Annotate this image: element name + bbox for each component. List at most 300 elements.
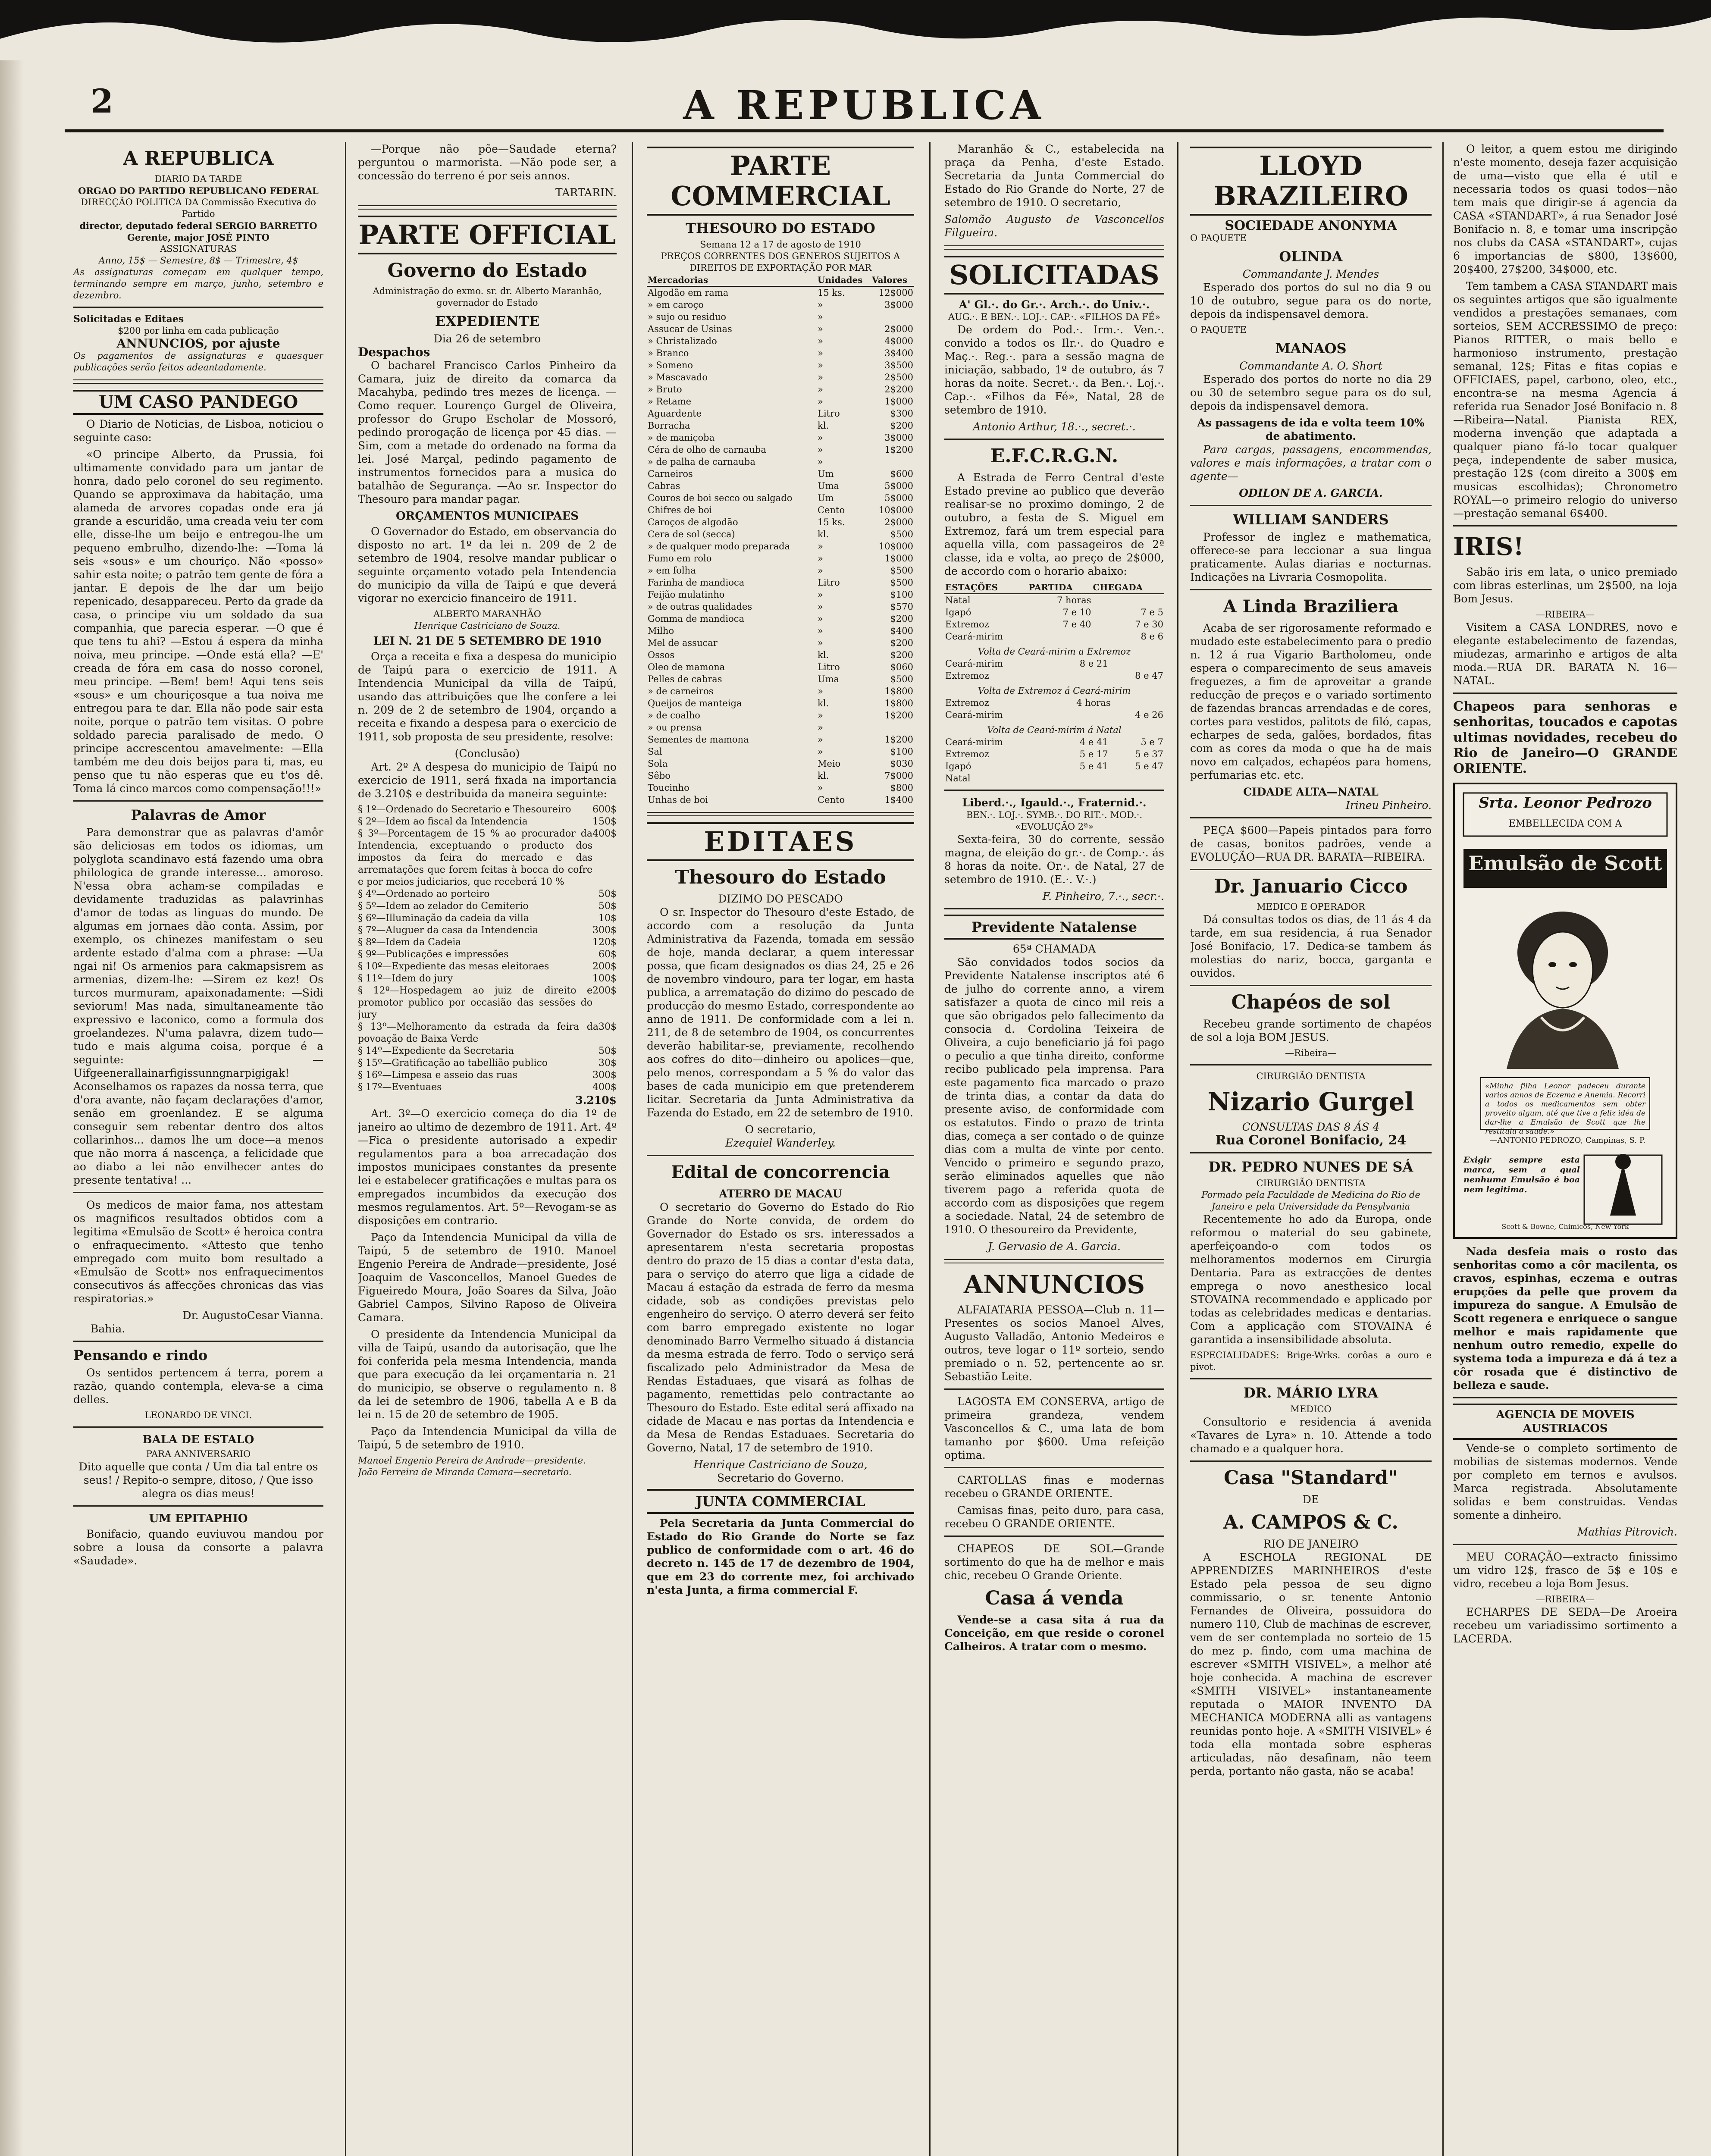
despesa-label: § 1º—Ordenado do Secretario e Thesoureiro (358, 804, 571, 815)
precos-cell: » (818, 541, 823, 552)
precos-cell: 15 ks. (818, 517, 845, 527)
cidade-sign: Irineu Pinheiro. (1345, 799, 1432, 812)
precos-row (647, 673, 914, 685)
train-cell: 8 e 21 (1079, 658, 1108, 669)
precos-cell: » Retame (648, 396, 692, 407)
despesa-label: § 8º—Idem da Cadeia (358, 937, 461, 948)
previdente-sign: J. Gervasio de A. Garcia. (988, 1240, 1121, 1253)
precos-cell: 5$000 (884, 493, 913, 503)
precos-cell: $200 (890, 638, 913, 648)
precos-cell: Um (818, 493, 834, 503)
train-cell (1053, 670, 1109, 682)
precos-row (647, 697, 914, 709)
despesa-value: 400$ (592, 1082, 617, 1093)
precos-cell: $800 (890, 783, 913, 793)
precos-cell: » ou prensa (648, 722, 702, 733)
despesa-item (358, 816, 617, 828)
precos-cell: Unhas de boi (648, 795, 708, 805)
despesa-value: 120$ (592, 937, 617, 948)
precos-cell: 5$000 (884, 481, 913, 491)
pensando-body: Os sentidos pertencem á terra, porem a razão, quando contempla, eleva-se a cima delles. (73, 1366, 323, 1406)
precos-cell: Farinha de mandioca (648, 577, 745, 588)
column-5 (1190, 142, 1432, 2156)
precos-cell: Carneiros (648, 469, 693, 479)
medicos-city: Bahia. (91, 1322, 125, 1335)
thesouro-heading: THESOURO DO ESTADO (686, 220, 875, 236)
train-cell (1048, 709, 1111, 721)
precos-row (647, 468, 914, 480)
precos-cell: Sola (648, 758, 668, 769)
precos-cell: » (818, 602, 823, 612)
column-rule (1177, 142, 1178, 2156)
despesa-item (358, 985, 617, 1021)
medicos-body: Os medicos de maior fama, nos attestam os magnificos resultados obtidos com a legitima «Emulsão de Scott» é heroica contra o enfraquecimento. «Attesto que tenho empregado com muito bom resultado a «Emulsão de Scott» nos enfraquecimentos consecutivos ás affecções chronicas das vias respiratorias.» (73, 1199, 323, 1305)
rio-label: RIO DE JANEIRO (1263, 1538, 1359, 1550)
precos-cell: » Christalizado (648, 336, 717, 346)
precos-cell: » (818, 626, 823, 636)
gurgel-sub: CONSULTAS DAS 8 ÁS 4 (1242, 1121, 1380, 1133)
volta2-heading: Volta de Extremoz á Ceará-mirim (978, 686, 1131, 696)
dizimo-body: O sr. Inspector do Thesouro d'este Estado, de accordo com a resolução da Junta Administrativa da Fazenda, tomada em sessão de hoje, manda declarar, a quem interessar possa, que ficam designados os dias 24, 25 e 26 de novembro vindouro, para ter logar, em hasta publica, a arrematação do dizimo do pescado de producção do mesmo Estado, correspondente ao anno de 1911. De conformidade com a lei n. 211, de 8 de setembro de 1904, os concurrentes deverão habilitar-se, previamente, recolhendo aos cofres do dito—dinheiro ou apolices—que, pelo menos, correspondam a 5 % do valor das bases de cada municipio em que pretenderem licitar. Secretaria da Junta Administrativa da Fazenda do Estado, em 22 de setembro de 1910. (647, 906, 914, 1119)
train-cell: Ceará-mirim (945, 737, 1003, 747)
moveis-body: Vende-se o completo sortimento de mobilias de sistemas modernos. Vende por completo em ternos e avulsos. Marca registrada. Absolutamente solidas e bem construidas. Vendas somente a dinheiro. (1453, 1442, 1677, 1521)
precos-row (647, 613, 914, 625)
orcamentos-sign2: Henrique Castriciano de Souza. (414, 620, 561, 631)
aterro-sign1: Henrique Castriciano de Souza, (693, 1458, 868, 1471)
train-table (944, 581, 1164, 642)
despesa-label: § 4º—Ordenado ao porteiro (358, 889, 490, 899)
precos-cell: kl. (818, 420, 829, 431)
escola-body: A ESCHOLA REGIONAL DE APPRENDIZES MARINHEIROS d'este Estado pela pessoa de seu digno commissario, o sr. tenente Antonio Fernandes de Oliveira, possuidora do numero 110, Club de machinas de escrever, vem de ser contemplada no sorteio de 15 do mez p. findo, com uma machina de escrever «SMITH VISIVEL», a melhor até hoje conhecida. A machina de escrever «SMITH VISIVEL» instantaneamente reputada o MAIOR INVENTO DA MECHANICA MODERNA alli as vantagens reunidas ponto hoje. A «SMITH VISIVEL» é toda ella montada sobre espheras articuladas, não desafinam, não teem perda, portanto não gasta, não se acaba! (1190, 1551, 1432, 1777)
train-cell: Ceará-mirim (945, 710, 1003, 720)
moveis-sign: Mathias Pitrovich. (1577, 1526, 1677, 1538)
orcamentos-sign1: ALBERTO MARANHÃO (433, 609, 541, 619)
orcamentos-heading: ORÇAMENTOS MUNICIPAES (396, 510, 579, 523)
precos-cell: Cabras (648, 481, 680, 491)
lyra-heading: DR. MÁRIO LYRA (1243, 1385, 1379, 1401)
precos-cell: 1$000 (884, 396, 913, 407)
cidade-alta: CIDADE ALTA—NATAL (1243, 786, 1379, 798)
precos-row (647, 383, 914, 395)
alfaiataria-ad: ALFAIATARIA PESSOA—Club n. 11—Presentes os socios Manoel Alves, Augusto Valladão, Antonio Medeiros e outros, teve logar o 11º sorteio, sendo premiado o n. 52, pertencente ao sr. Sebastião Leite. (944, 1304, 1164, 1383)
despesa-value: 50$ (599, 889, 617, 899)
train-cell: Igapó (945, 607, 971, 617)
column-rule (929, 142, 931, 2156)
chapeus-ad: Chapeos para senhoras e senhoritas, toucados e capotas ultimas novidades, recebeu do Rio de Janeiro—O GRANDE ORIENTE. (1453, 699, 1677, 776)
column-3 (647, 142, 914, 2156)
despachos-heading: Despachos (358, 345, 430, 359)
subscriptions-prices: Anno, 15$ — Semestre, 8$ — Trimestre, 4$ (98, 255, 298, 266)
precos-cell: » sujo ou residuo (648, 312, 727, 322)
scott-line: EMBELLECIDA COM A (1508, 818, 1622, 829)
despesa-label: § 10º—Expediente das mesas eleitoraes (358, 961, 549, 972)
caso-intro: O Diario de Noticias, de Lisboa, noticiou o seguinte caso: (73, 418, 323, 444)
train-cell: 4 e 41 (1079, 737, 1108, 747)
precos-cell: » (818, 589, 823, 600)
precos-row (647, 528, 914, 540)
iris-body: Sabão iris em lata, o unico premiado com libras esterlinas, um 2$500, na loja Bom Jesus. (1453, 566, 1677, 605)
precos-cell: 12$000 (878, 288, 913, 298)
emulsao-scott-ad (1453, 783, 1677, 1239)
column-4 (944, 142, 1164, 2156)
precos-cell: » (818, 553, 823, 564)
precos-cell: $100 (890, 746, 913, 757)
precos-row (647, 504, 914, 516)
paco-3-sign: Manoel Engenio Pereira de Andrade—presidente. (358, 1455, 586, 1466)
precos-cell: Caroços de algodão (648, 517, 738, 527)
precos-row (647, 286, 914, 299)
train-row (944, 697, 1164, 709)
train-cell: Extremoz (945, 671, 989, 681)
linda-body: Acaba de ser rigorosamente reformado e mudado este estabelecimento para o predio n. 12 á rua Vigario Bartholomeu, onde espera o comparecimento de seus amaveis freguezes, a fim de aproveitar a grande reducção de preços e o variado sortimento de fazendas brancas arrendadas e de cores, cortes para vestidos, palitots de filó, capas, echarpes de seda, galões, bordados, fitas com as cores da moda o que ha de mais novo em calçados, echapéos para homens, perfumarias etc. etc. (1190, 622, 1432, 781)
despesa-item (358, 937, 617, 949)
precos-cell: » (818, 722, 823, 733)
precos-cell: 3$500 (884, 360, 913, 370)
precos-cell: 2$000 (884, 324, 913, 334)
aterro-body: O secretario do Governo do Estado do Rio Grande do Norte convida, de ordem do Governador do Estado os srs. interessados a apresentarem n'esta secretaria propostas dentro do prazo de 15 dias a contar d'esta data, para o serviço do aterro que liga a cidade de Macau á estação da estrada de ferro da mesma cidade, sob as condições previstas pelo engenheiro do serviço. O aterro deverá ser feito com barro empregado existente no logar denominado Barro Vermelho situado á distancia da mesma estrada de ferro. Todo o serviço será fiscalizado pelo Administrador da Mesa de Rendas Estaduaes, que visará as folhas de pagamento, remettidas pelo contractante ao Thesouro do Estado. Este edital será affixado na cidade de Macau e nas portas da Intendencia e da Mesa de Rendas Estaduaes. Secretaria do Governo, Natal, 17 de setembro de 1910. (647, 1201, 914, 1454)
precos-cell: 1$800 (884, 686, 913, 696)
train-cell (1109, 772, 1164, 784)
lyra-body: Consultorio e residencia á avenida «Tavares de Lyra» n. 10. Attende a todo chamado e a qualquer hora. (1190, 1416, 1432, 1455)
train-cell (1109, 658, 1164, 670)
amor-heading: Palavras de Amor (131, 807, 266, 823)
despesa-label: § 15º—Gratificação ao tabellião publico (358, 1058, 548, 1069)
efcrgn-heading: E.F.C.R.G.N. (990, 445, 1119, 467)
despesa-item (358, 973, 617, 985)
precos-row (647, 577, 914, 589)
casa-londres-ad: Visitem a CASA LONDRES, novo e elegante estabelecimento de fazendas, miudezas, armarinho e artigos de alta moda.—RUA DR. BARATA N. 16—NATAL. (1453, 621, 1677, 687)
train-cell: 7 horas (1056, 595, 1091, 605)
precos-row (647, 685, 914, 697)
precos-row (647, 552, 914, 564)
precos-cell: 1$000 (884, 553, 913, 564)
annuncios-note: Os pagamentos de assignaturas e quaesquer publicações serão feitos adeantadamente. (73, 351, 323, 373)
precos-cell: Couros de boi secco ou salgado (648, 493, 793, 503)
column-2 (358, 142, 617, 2156)
precos-row (647, 625, 914, 637)
despesa-item (358, 1045, 617, 1057)
maranhao-text: Maranhão & C., estabelecida na praça da Penha, d'este Estado. Secretaria da Junta Commercial do Estado do Rio Grande do Norte, 27 de setembro de 1910. O secretario, (944, 143, 1164, 209)
precos-cell: $060 (890, 662, 913, 672)
paquete2-name: MANAOS (1275, 340, 1347, 357)
nunes-especialidades: ESPECIALIDADES: Brige-Wrks. corôas a ouro e pivot. (1190, 1350, 1432, 1372)
precos-row (647, 601, 914, 613)
precos-cell: Assucar de Usinas (648, 324, 732, 334)
precos-cell: » (818, 445, 823, 455)
scott-maker: Scott & Bowne, Chimicos, New York (1501, 1222, 1629, 1231)
scott-exigir: Exigir sempre esta marca, sem a qual nenhuma Emulsão é boa nem legitima. (1463, 1155, 1580, 1194)
despesa-value: 50$ (599, 1046, 617, 1056)
train-cell (1028, 630, 1092, 642)
despesa-value: 150$ (592, 816, 617, 827)
moveis-heading: AGENCIA DE MOVEIS AUSTRIACOS (1453, 1404, 1677, 1440)
chapeos-sol-ad: CHAPEOS DE SOL—Grande sortimento do que ha de melhor e mais chic, recebeu O Grande Oriente. (944, 1542, 1164, 1582)
train-cell: Extremoz (945, 619, 989, 630)
sanders-heading: WILLIAM SANDERS (1233, 511, 1389, 528)
precos-cell: » (818, 384, 823, 395)
despesa-value: 10$ (599, 913, 617, 924)
train-cell: Ceará-mirim (945, 631, 1003, 642)
dizimo-subheading: DIZIMO DO PESCADO (718, 893, 843, 905)
precos-col-header: Valores (871, 274, 914, 286)
precos-cell: 3$000 (884, 300, 913, 310)
page-number: 2 (91, 82, 113, 120)
precos-cell: » (818, 312, 823, 322)
precos-col-header: Mercadorias (647, 274, 817, 286)
precos-row (647, 649, 914, 661)
paquete1-name: OLINDA (1279, 248, 1343, 265)
precos-cell: Cento (818, 795, 845, 805)
previdente-heading: Previdente Natalense (944, 915, 1164, 940)
dizimo-sign2: Ezequiel Wanderley. (725, 1137, 836, 1149)
despesa-item (358, 912, 617, 924)
precos-cell: » (818, 372, 823, 382)
parte-official-heading: PARTE OFFICIAL (358, 216, 617, 254)
precos-cell: 7$000 (884, 771, 913, 781)
precos-cell: 10$000 (878, 541, 913, 552)
precos-cell: » (818, 565, 823, 576)
paco-2: O presidente da Intendencia Municipal da villa de Taipú, usando da autorisação, que lhe foi conferida pela mesma Intendencia, manda que para execução da lei orçamentaria n. 21 do municipio, se observe o regulamento n. 8 da lei de setembro de 1906, tabella A e B da lei n. 15 de 20 de setembro de 1905. (358, 1328, 617, 1421)
train-col-header: CHEGADA (1092, 581, 1165, 594)
precos-row (647, 335, 914, 347)
echarpes-ad: ECHARPES DE SEDA—De Aroeira recebeu um variadissimo sortimento a LACERDA. (1453, 1606, 1677, 1645)
pensando-sign: LEONARDO DE VINCI. (144, 1410, 252, 1420)
casa-venda-heading: Casa á venda (985, 1587, 1124, 1609)
precos-cell: 3$000 (884, 432, 913, 443)
editais-price: $200 por linha em cada publicação (118, 326, 279, 336)
volta3-heading: Volta de Ceará-mirim á Natal (987, 725, 1122, 735)
precos-row (647, 480, 914, 492)
train-cell: Natal (945, 595, 971, 605)
precos-cell (871, 721, 914, 733)
train-cell: 4 e 26 (1135, 710, 1163, 720)
sanders-body: Professor de inglez e mathematica, offerece-se para leccionar a sua lingua praticamente. Aulas diarias e nocturnas. Indicações na Livraria Cosmopolita. (1190, 531, 1432, 583)
despesa-item (358, 900, 617, 912)
editaes-heading: EDITAES (647, 822, 914, 861)
aterro-heading: ATERRO DE MACAU (719, 1188, 842, 1200)
precos-cell: kl. (818, 529, 829, 539)
iris-ribeira: —RIBEIRA— (1536, 609, 1595, 620)
thesouro2-heading: Thesouro do Estado (675, 866, 886, 888)
train-row (944, 772, 1164, 784)
medicos-sign: Dr. AugustoCesar Vianna. (182, 1309, 323, 1322)
despesa-value: 200$ (592, 985, 617, 996)
paper-subtitle: DIARIO DA TARDE (154, 174, 242, 184)
precos-cell: Sêbo (648, 771, 671, 781)
precos-cell: Chifres de boi (648, 505, 712, 515)
masthead (65, 65, 1664, 132)
precos-table (647, 274, 914, 806)
train-cell: 8 e 47 (1135, 671, 1163, 681)
precos-cell: Céra de olho de carnauba (648, 445, 766, 455)
gurgel-heading: Nizario Gurgel (1207, 1087, 1414, 1116)
expediente-date: Dia 26 de setembro (433, 332, 541, 345)
precos-cell: Cento (818, 505, 845, 515)
precos-cell: » (818, 746, 823, 757)
precos-cell: 2$200 (884, 384, 913, 395)
precos-row (647, 395, 914, 407)
train-cell (1053, 772, 1109, 784)
precos-row (647, 540, 914, 552)
precos-cell: $200 (890, 650, 913, 660)
ben-body: Sexta-feira, 30 do corrente, sessão magna, de eleição do gr.·. de Comp.·. ás 8 horas da noite. Or.·. de Natal, 27 de setembro de 1910. (E.·. V.·.) (944, 833, 1164, 886)
precos-row (647, 359, 914, 371)
standard-de: DE (1302, 1493, 1319, 1506)
despesa-item (358, 804, 617, 816)
junta-body: Pela Secretaria da Junta Commercial do Estado do Rio Grande do Norte se faz publico de conformidade com o art. 46 do decreto n. 145 de 17 de dezembro de 1904, que em 23 do corrente mez, foi archivado n'esta Junta, a firma commercial F. (647, 1517, 914, 1596)
precos-cell: » (818, 360, 823, 370)
column-1 (73, 142, 323, 2156)
nunes-heading: DR. PEDRO NUNES DE SÁ (1208, 1159, 1413, 1175)
precos-cell: $200 (890, 614, 913, 624)
precos-cell: Litro (818, 662, 840, 672)
iris-heading: IRIS! (1453, 533, 1524, 561)
lloyd-heading: LLOYD BRAZILEIRO (1190, 147, 1432, 216)
standart-text-2: Tem tambem a CASA STANDART mais os seguintes artigos que são igualmente vendidos a prestações semanaes, com sorteios, SEM ACCRESSIMO de preço: Pianos RITTER, o mais bello e harmonioso instrumento, prestação semanal, 12$; Fitas e fitas copias e OFFICIAES, papel, carbono, oleo, etc., encontra-se na mesma Agencia á referida rua Senador José Bonifacio n. 8—Ribeira—Natal. Pianista REX, moderna invenção que adaptada a qualquer piano fá-lo tocar qualquer peça, independente de saber musica, prestação 12$ (com direito a 300$ em musicas escolhidas); Chronometro ROYAL—o primeiro relogio do universo—prestação semanal 6$400. (1453, 280, 1677, 520)
precos-cell: 4$000 (884, 336, 913, 346)
despesa-item (358, 949, 617, 961)
precos-cell: Uma (818, 674, 840, 684)
scan-shadow (0, 60, 24, 2156)
train-row (944, 709, 1164, 721)
precos-row (647, 516, 914, 528)
precos-correntes: PREÇOS CORRENTES DOS GENEROS SUJEITOS A DIREITOS DE EXPORTAÇÃO POR MAR (661, 251, 900, 273)
chapeos-place: —Ribeira— (1285, 1048, 1337, 1058)
precos-row (647, 311, 914, 323)
scott-body: Nada desfeia mais o rosto das senhoritas como a côr macilenta, os cravos, espinhas, eczema e outras erupções da pelle que provem da impureza do sangue. A Emulsão de Scott regenera e enriquece o sangue melhor e mais rapidamente que nenhum outro remedio, expelle do systema toda a impureza e dá á tez a côr rosada que é distinctivo de belleza e saude. (1453, 1245, 1677, 1391)
precos-cell: kl. (818, 771, 829, 781)
train-cell: 7 e 40 (1062, 619, 1091, 630)
precos-cell: Litro (818, 577, 840, 588)
precos-cell: kl. (818, 698, 829, 708)
precos-cell: kl. (818, 650, 829, 660)
volta1-heading: Volta de Ceará-mirim a Extremoz (978, 646, 1131, 657)
column-rule (1442, 142, 1444, 2156)
train-cell: 5 e 37 (1135, 749, 1163, 759)
despesa-value: 60$ (599, 949, 617, 960)
precos-cell: Oleo de mamona (648, 662, 725, 672)
precos-cell: » Bruto (648, 384, 682, 395)
previdente-body: São convidados todos socios da Previdente Natalense inscriptos até 6 de julho do corrente anno, a virem satisfazer a quota de cinco mil reis a que são obrigados pelo fallecimento da consocia d. Cordolina Teixeira de Oliveira, a cujo beneficiario já foi pago o peculio a que tinha direito, conforme recibo publicado pela imprensa. Para este pagamento fica marcado o prazo de trinta dias, a contar da data do presente aviso, de conformidade com os estatutos. Findo o prazo de trinta dias, começa a ser contado o de quinze dias com a multa de vinte por cento. Vencido o primeiro e segundo prazo, serão eliminados aquelles que não tiverem pago a referida quota de accordo com as disposições que regem a sociedade. Natal, 24 de setembro de 1910. O thesoureiro da Previdente, (944, 956, 1164, 1236)
scott-name: Srta. Leonor Pedrozo (1479, 794, 1652, 812)
despesa-value: 400$ (592, 828, 617, 839)
conclusao: (Conclusão) (454, 747, 520, 760)
despesa-item (358, 1021, 617, 1045)
lagosta-ad: LAGOSTA EM CONSERVA, artigo de primeira grandeza, vendem Vasconcellos & C., uma lata de bom tamanho por $600. Uma refeição optima. (944, 1395, 1164, 1461)
sociedade-anonyma: SOCIEDADE ANONYMA (1225, 218, 1397, 233)
precos-row (647, 323, 914, 335)
precos-row (647, 420, 914, 432)
precos-cell: » (818, 734, 823, 745)
linda-heading: A Linda Braziliera (1223, 596, 1399, 617)
train-cell: 5 e 7 (1141, 737, 1163, 747)
column-6 (1453, 142, 1677, 2156)
cicco-body: Dá consultas todos os dias, de 11 ás 4 da tarde, em sua residencia, á rua Senador José Bonifacio, 17. Dedica-se tambem ás molestias do nariz, bocca, garganta e ouvidos. (1190, 913, 1432, 979)
despesa-label: § 16º—Limpesa e asseio das ruas (358, 1070, 517, 1081)
despesa-label: § 3º—Porcentagem de 15 % ao procurador da Intendencia, exceptuando o producto dos impostos da feira do mercado e das arrematações que forem feitas à bocca do cofre e por meios judiciarios, que receberá 10 % (358, 828, 592, 887)
efcrgn-body: A Estrada de Ferro Central d'este Estado previne ao publico que deverão realisar-se no proximo domingo, 2 de outubro, a festa de S. Miguel em Extremoz, fará um trem especial para aquella villa, com passageiros de 2ª classe, ida e volta, ao preço de 2$000, de accordo com o horario abaixo: (944, 471, 1164, 577)
passagens-note: As passagens de ida e volta teem 10% de abatimento. (1197, 417, 1425, 442)
editais-row: Solicitadas e Editaes (73, 313, 184, 325)
precos-cell: 15 ks. (818, 288, 845, 298)
precos-row (647, 492, 914, 504)
despesa-label: § 13º—Melhoramento da estrada da feira da povoação de Baixa Verde (358, 1022, 599, 1044)
despesa-label: § 14º—Expediente da Secretaria (358, 1046, 514, 1056)
cicco-heading: Dr. Januario Cicco (1214, 875, 1408, 897)
train-row (944, 594, 1164, 606)
precos-cell (871, 311, 914, 323)
precos-cell: » em folha (648, 565, 696, 576)
precos-cell: » em caroço (648, 300, 704, 310)
precos-cell: Um (818, 469, 834, 479)
precos-cell: $200 (890, 420, 913, 431)
subscriptions-heading: ASSIGNATURAS (160, 244, 237, 254)
precos-cell: » Someno (648, 360, 693, 370)
chamada: 65ª CHAMADA (1012, 943, 1096, 955)
precos-cell: Sementes de mamona (648, 734, 749, 745)
despesa-item (358, 828, 617, 888)
precos-row (647, 407, 914, 420)
train-row (944, 748, 1164, 760)
precos-cell: 1$200 (884, 710, 913, 721)
precos-row (647, 347, 914, 359)
aug-body: De ordem do Pod.·. Irm.·. Ven.·. convido a todos os Ilr.·. do Quadro e Maç.·. Reg.·. para a sessão magna de iniciação, sabbado, 1º de outubro, ás 7 horas da noite. Secret.·. da Ben.·. Loj.·. Cap.·. «Filhos da Fé», Natal, 28 de setembro de 1910. (944, 323, 1164, 416)
train-cell (1112, 697, 1164, 709)
liberdade-heading: Liberd.·., Igauld.·., Fraternid.·. (962, 796, 1147, 809)
paper-manager: Gerente, major JOSÉ PINTO (127, 232, 269, 243)
precos-cell: » (818, 432, 823, 443)
precos-cell: Meio (818, 758, 841, 769)
nunes-body: Formado pela Faculdade de Medicina do Rio de Janeiro e pela Universidade da Pensylvania (1201, 1190, 1420, 1212)
orcamentos-body: O Governador do Estado, em observancia do disposto no art. 1º da lei n. 209 de 2 de setembro de 1904, resolve mandar publicar o seguinte orçamento votado pela Intendencia do municipio da villa de Taipú e que deverá vigorar no exercicio financeiro de 1911. (358, 525, 617, 605)
train-row (944, 630, 1164, 642)
precos-cell: 2$000 (884, 517, 913, 527)
precos-cell: » de palha de carnauba (648, 457, 755, 467)
precos-cell: $400 (890, 626, 913, 636)
despesa-label: § 7º—Aluguer da casa da Intendencia (358, 925, 539, 936)
despesa-item (358, 1057, 617, 1069)
semana: Semana 12 a 17 de agosto de 1910 (700, 239, 861, 250)
precos-col-header: Unidades (817, 274, 871, 286)
annuncios-heading: ANNUNCIOS (963, 1270, 1145, 1299)
bala-poem: Dito aquelle que conta / Um dia tal entre os seus! / Repito-o sempre, ditoso, / Que isso alegra os dias meus! (78, 1460, 318, 1500)
precos-cell: » (818, 638, 823, 648)
precos-cell: $030 (890, 758, 913, 769)
precos-cell: $100 (890, 589, 913, 600)
train-row (944, 670, 1164, 682)
cargas-note: Para cargas, passagens, encommendas, valores e mais informações, a tratar com o agente— (1190, 443, 1432, 483)
art2: Art. 2º A despesa do municipio de Taipú no exercicio de 1911, será fixada na importancia de 3.210$ e destribuida da maneira seguinte: (358, 761, 617, 800)
volta2-table (944, 697, 1164, 721)
aug-heading: AUG.·. E BEN.·. LOJ.·. CAP.·. «FILHOS DA FÉ» (948, 312, 1161, 322)
paco-1: Paço da Intendencia Municipal da villa de Taipú, 5 de setembro de 1910. Manoel Engenio Pereira de Andrade—presidente, José Joaquim de Vasconcellos, Manoel Guedes de Figueiredo Moura, João Soares da Silva, João Gabriel Campos, Silvino Raposo de Oliveira Camara. (358, 1231, 617, 1324)
volta1-table (944, 658, 1164, 682)
precos-row (647, 758, 914, 770)
despesa-value: 600$ (592, 804, 617, 815)
precos-cell: » (818, 324, 823, 334)
scott-brand: Emulsão de Scott (1468, 852, 1662, 875)
precos-cell: 1$800 (884, 698, 913, 708)
precos-cell: Fumo em rolo (648, 553, 712, 564)
train-cell: 8 e 6 (1141, 631, 1163, 642)
precos-row (647, 589, 914, 601)
precos-cell: » de coalho (648, 710, 700, 721)
aug-sign: Antonio Arthur, 18.·., secret.·. (973, 420, 1136, 433)
despesa-value: 30$ (599, 1022, 617, 1032)
precos-cell: $500 (890, 577, 913, 588)
precos-cell: Litro (818, 408, 840, 419)
column-rule (345, 142, 346, 2156)
